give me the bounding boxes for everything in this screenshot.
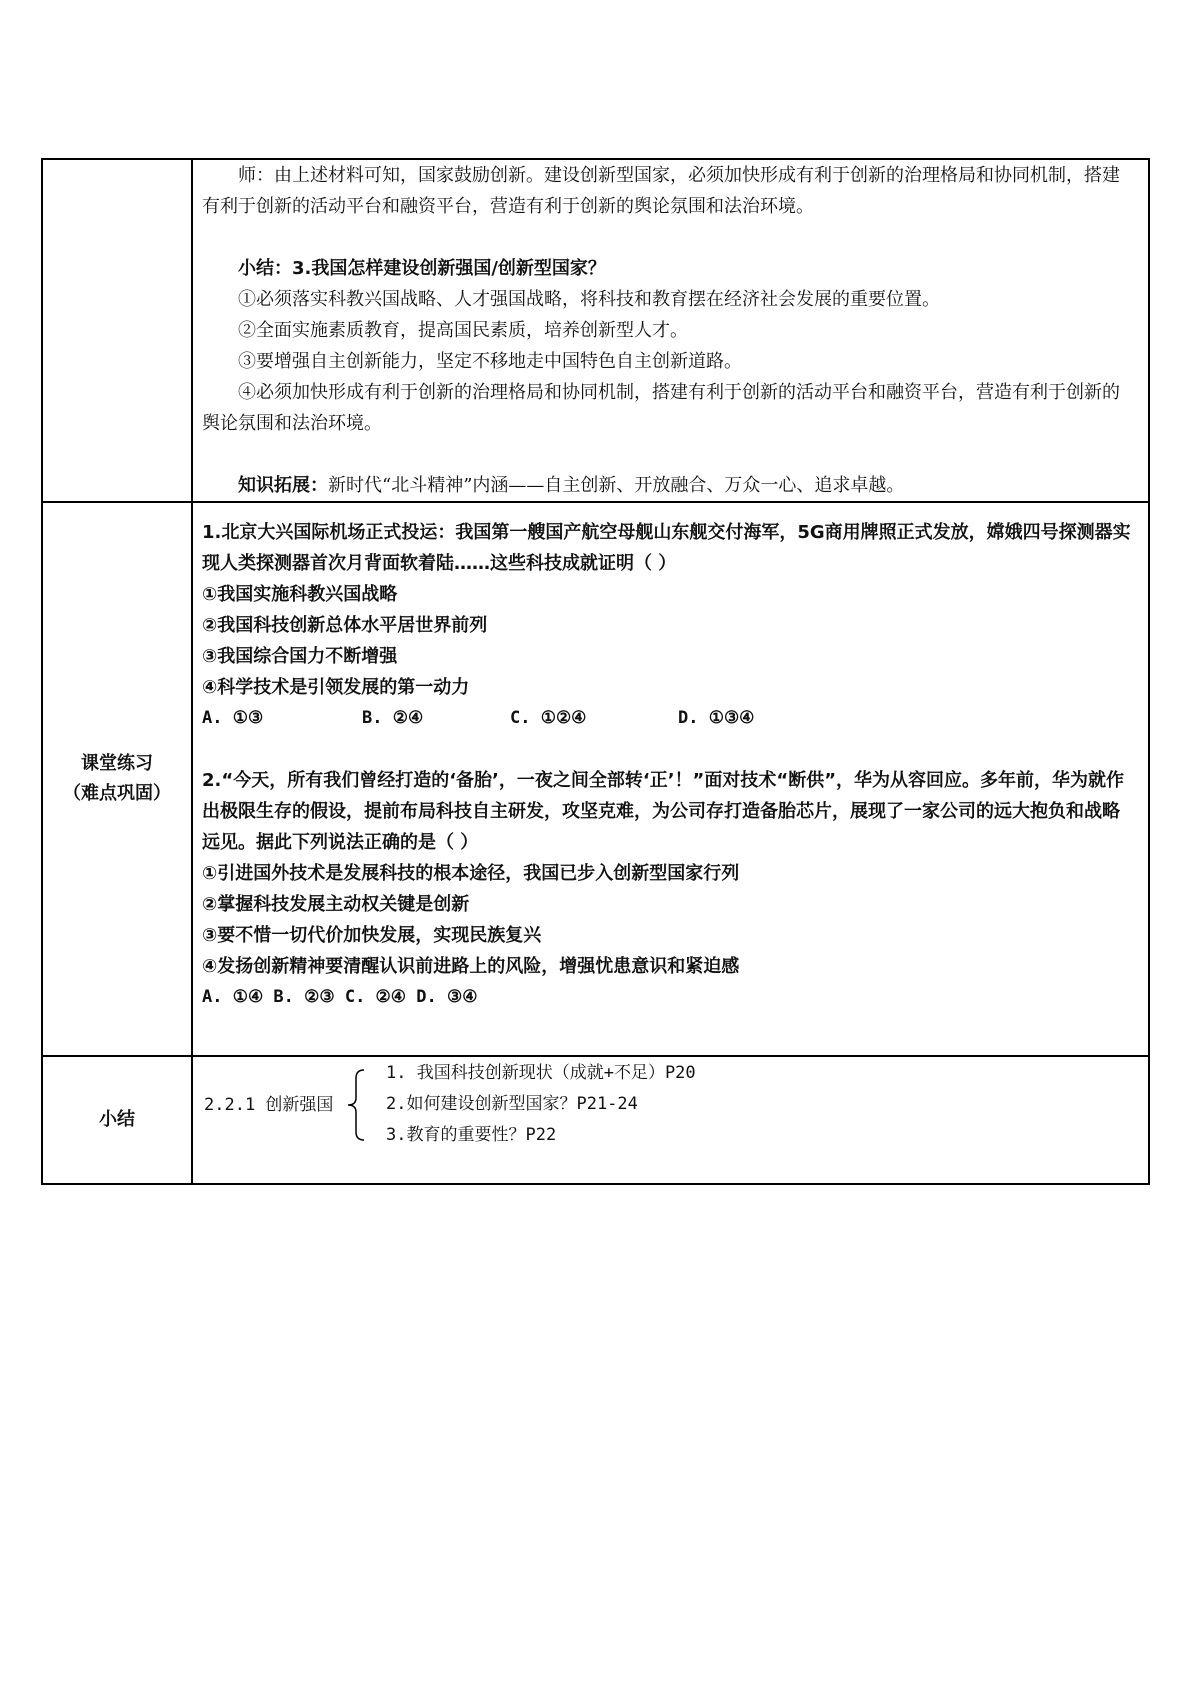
summary-row xyxy=(42,1056,1149,1184)
q1-options xyxy=(202,703,1134,734)
summary-item-1: 1. 我国科技创新现状（成就+不足）P20 xyxy=(386,1063,696,1083)
summary-items xyxy=(386,1058,696,1151)
q1-item-2: ②我国科技创新总体水平居世界前列 xyxy=(202,615,488,636)
summary-item-2: 2.如何建设创新型国家？P21-24 xyxy=(386,1094,638,1114)
summary-label-cell xyxy=(42,1056,192,1184)
q1-option-d: D. ①③④ xyxy=(678,708,755,728)
q1-item-4: ④科学技术是引领发展的第一动力 xyxy=(202,677,470,698)
q1-item-1: ①我国实施科教兴国战略 xyxy=(202,584,398,605)
summary-topic: 2.2.1 创新强国 xyxy=(204,1095,334,1115)
summary-point-3: ③要增强自主创新能力，坚定不移地走中国特色自主创新道路。 xyxy=(238,351,742,372)
q2-item-3: ③要不惜一切代价加快发展，实现民族复兴 xyxy=(202,925,542,946)
summary-point-2: ②全面实施素质教育，提高国民素质，培养创新型人才。 xyxy=(238,320,688,341)
extension-text: 新时代“北斗精神”内涵——自主创新、开放融合、万众一心、追求卓越。 xyxy=(328,475,905,496)
q1-option-b: B. ②④ xyxy=(362,708,424,728)
summary-outline xyxy=(194,1058,1147,1182)
practice-row xyxy=(42,502,1149,1056)
summary-point-4: ④必须加快形成有利于创新的治理格局和协同机制，搭建有利于创新的活动平台和融资平台，营造有利于创新的舆论氛围和法治环境。 xyxy=(202,382,1120,434)
q1-option-c: C. ①②④ xyxy=(510,708,587,728)
q1-stem: 1.北京大兴国际机场正式投运：我国第一艘国产航空母舰山东舰交付海军，5G商用牌照正式发放，嫦娥四号探测器实现人类探测器首次月背面软着陆……这些科技成就证明（ ） xyxy=(202,522,1131,574)
summary-content-cell xyxy=(192,1056,1149,1184)
q2-item-4: ④发扬创新精神要清醒认识前进路上的风险，增强忧患意识和紧迫感 xyxy=(202,956,740,977)
summary-row-label: 小结 xyxy=(99,1109,135,1130)
practice-sublabel: （难点巩固） xyxy=(63,783,171,804)
practice-label: 课堂练习 xyxy=(81,753,153,774)
q2-item-2: ②掌握科技发展主动权关键是创新 xyxy=(202,894,470,915)
summary-label: 小结： xyxy=(238,258,292,279)
summary-title: 3.我国怎样建设创新强国/创新型国家？ xyxy=(292,258,606,279)
extension-label: 知识拓展： xyxy=(238,475,328,496)
teacher-content-cell xyxy=(192,159,1149,502)
summary-point-1: ①必须落实科教兴国战略、人才强国战略，将科技和教育摆在经济社会发展的重要位置。 xyxy=(238,289,940,310)
q2-options: A. ①④ B. ②③ C. ②④ D. ③④ xyxy=(202,987,478,1007)
teacher-intro: 师：由上述材料可知，国家鼓励创新。建设创新型国家，必须加快形成有利于创新的治理格局和协同机制，搭建有利于创新的活动平台和融资平台，营造有利于创新的舆论氛围和法治环境。 xyxy=(202,165,1120,217)
q1-option-a: A. ①③ xyxy=(202,708,264,728)
summary-heading xyxy=(202,253,1134,284)
teacher-row xyxy=(42,159,1149,502)
brace-icon xyxy=(344,1068,366,1142)
knowledge-extension xyxy=(202,470,1134,501)
summary-item-3: 3.教育的重要性？P22 xyxy=(386,1125,557,1145)
teacher-label-cell xyxy=(42,159,192,502)
practice-label-cell xyxy=(42,502,192,1056)
practice-content-cell xyxy=(192,502,1149,1056)
q2-item-1: ①引进国外技术是发展科技的根本途径，我国已步入创新型国家行列 xyxy=(202,863,740,884)
q1-item-3: ③我国综合国力不断增强 xyxy=(202,646,398,667)
q2-stem: 2.“今天，所有我们曾经打造的‘备胎’，一夜之间全部转‘正’！”面对技术“断供”，华为从容回应。多年前，华为就作出极限生存的假设，提前布局科技自主研发，攻坚克难，为公司存打造备胎芯片，展现了一家公司的远大抱负和战略远见。据此下列说法正确的是（ ） xyxy=(202,770,1125,853)
lesson-table xyxy=(41,158,1150,1185)
